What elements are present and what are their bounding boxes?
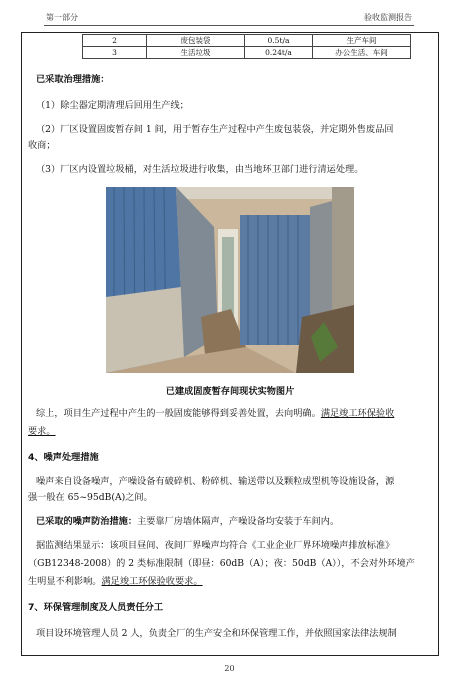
- table-cell-no: 2: [83, 35, 147, 47]
- table-cell-no: 3: [83, 47, 147, 59]
- measure-item-1: （1）除尘器定期清理后回用生产线；: [36, 100, 189, 111]
- env-mgmt-heading: 7、环保管理制度及人员责任分工: [28, 602, 164, 613]
- page-number: 20: [224, 664, 235, 673]
- solid-waste-table: [82, 34, 411, 59]
- measure-item-2: （2）厂区设置固废暂存间 1 间，用于暂存生产过程中产生废包装袋，并定期外售废品回: [36, 124, 394, 135]
- table-cell-source: 生产车间: [313, 35, 411, 47]
- noise-monitoring-text-cont: （GB12348-2008）的 2 类标准限制（即昼：60dB（A）；夜：50dB（A）），不会对外环境产: [28, 558, 415, 569]
- table-cell-amount: 0.24t/a: [245, 47, 313, 59]
- table-cell-source: 办公生活、车间: [313, 47, 411, 59]
- summary-compliance: 满足竣工环保验收: [320, 408, 395, 419]
- measures-heading: 已采取治理措施：: [36, 74, 110, 85]
- header-report-title: 验收监测报告: [364, 13, 412, 22]
- page-header: [46, 12, 412, 23]
- noise-monitoring-text: 据监测结果显示：该项目昼间、夜间厂界噪声均符合《工业企业厂界环境噪声排放标准》: [36, 540, 395, 551]
- summary-compliance-cont: 要求。: [28, 426, 56, 437]
- header-rule: [44, 25, 414, 26]
- solid-waste-summary: [36, 407, 394, 421]
- noise-source-text: 噪声来自设备噪声，产噪设备有破碎机、粉碎机、输送带以及颗粒成型机等设施设备，源: [36, 476, 395, 487]
- noise-compliance: 满足竣工环保验收要求。: [101, 576, 203, 587]
- env-mgmt-text: 项目设环境管理人员 2 人，负责全厂的生产安全和环保管理工作，并依照国家法律法规制: [36, 628, 397, 639]
- noise-measures-label: 已采取的噪声防治措施：: [36, 516, 138, 527]
- summary-text: 综上，项目生产过程中产生的一般固废能够得到妥善处置，去向明确。: [36, 408, 321, 419]
- noise-monitoring-conclusion: [28, 575, 203, 589]
- noise-source-text-cont: 强一般在 65~95dB(A)之间。: [28, 492, 153, 503]
- table-row: [83, 35, 411, 47]
- table-row: [83, 47, 411, 59]
- measure-item-3: （3）厂区内设置垃圾桶，对生活垃圾进行收集，由当地环卫部门进行清运处理。: [36, 164, 364, 175]
- table-cell-name: 废包装袋: [147, 35, 245, 47]
- content-frame: [21, 32, 439, 656]
- noise-conclusion-text: 生明显不利影响。: [28, 576, 102, 587]
- photo-caption: 已建成固废暂存间现状实物图片: [165, 386, 295, 397]
- table-cell-amount: 0.5t/a: [245, 35, 313, 47]
- noise-heading: 4、噪声处理措施: [28, 452, 99, 463]
- noise-measures: [36, 515, 339, 529]
- noise-measures-text: 主要靠厂房墙体隔声，产噪设备均安装于车间内。: [137, 516, 340, 527]
- storage-room-photo-image: [106, 187, 354, 373]
- storage-room-photo: [106, 187, 354, 373]
- measure-item-2-cont: 收商；: [28, 140, 56, 151]
- header-part: 第一部分: [46, 13, 78, 22]
- table-cell-name: 生活垃圾: [147, 47, 245, 59]
